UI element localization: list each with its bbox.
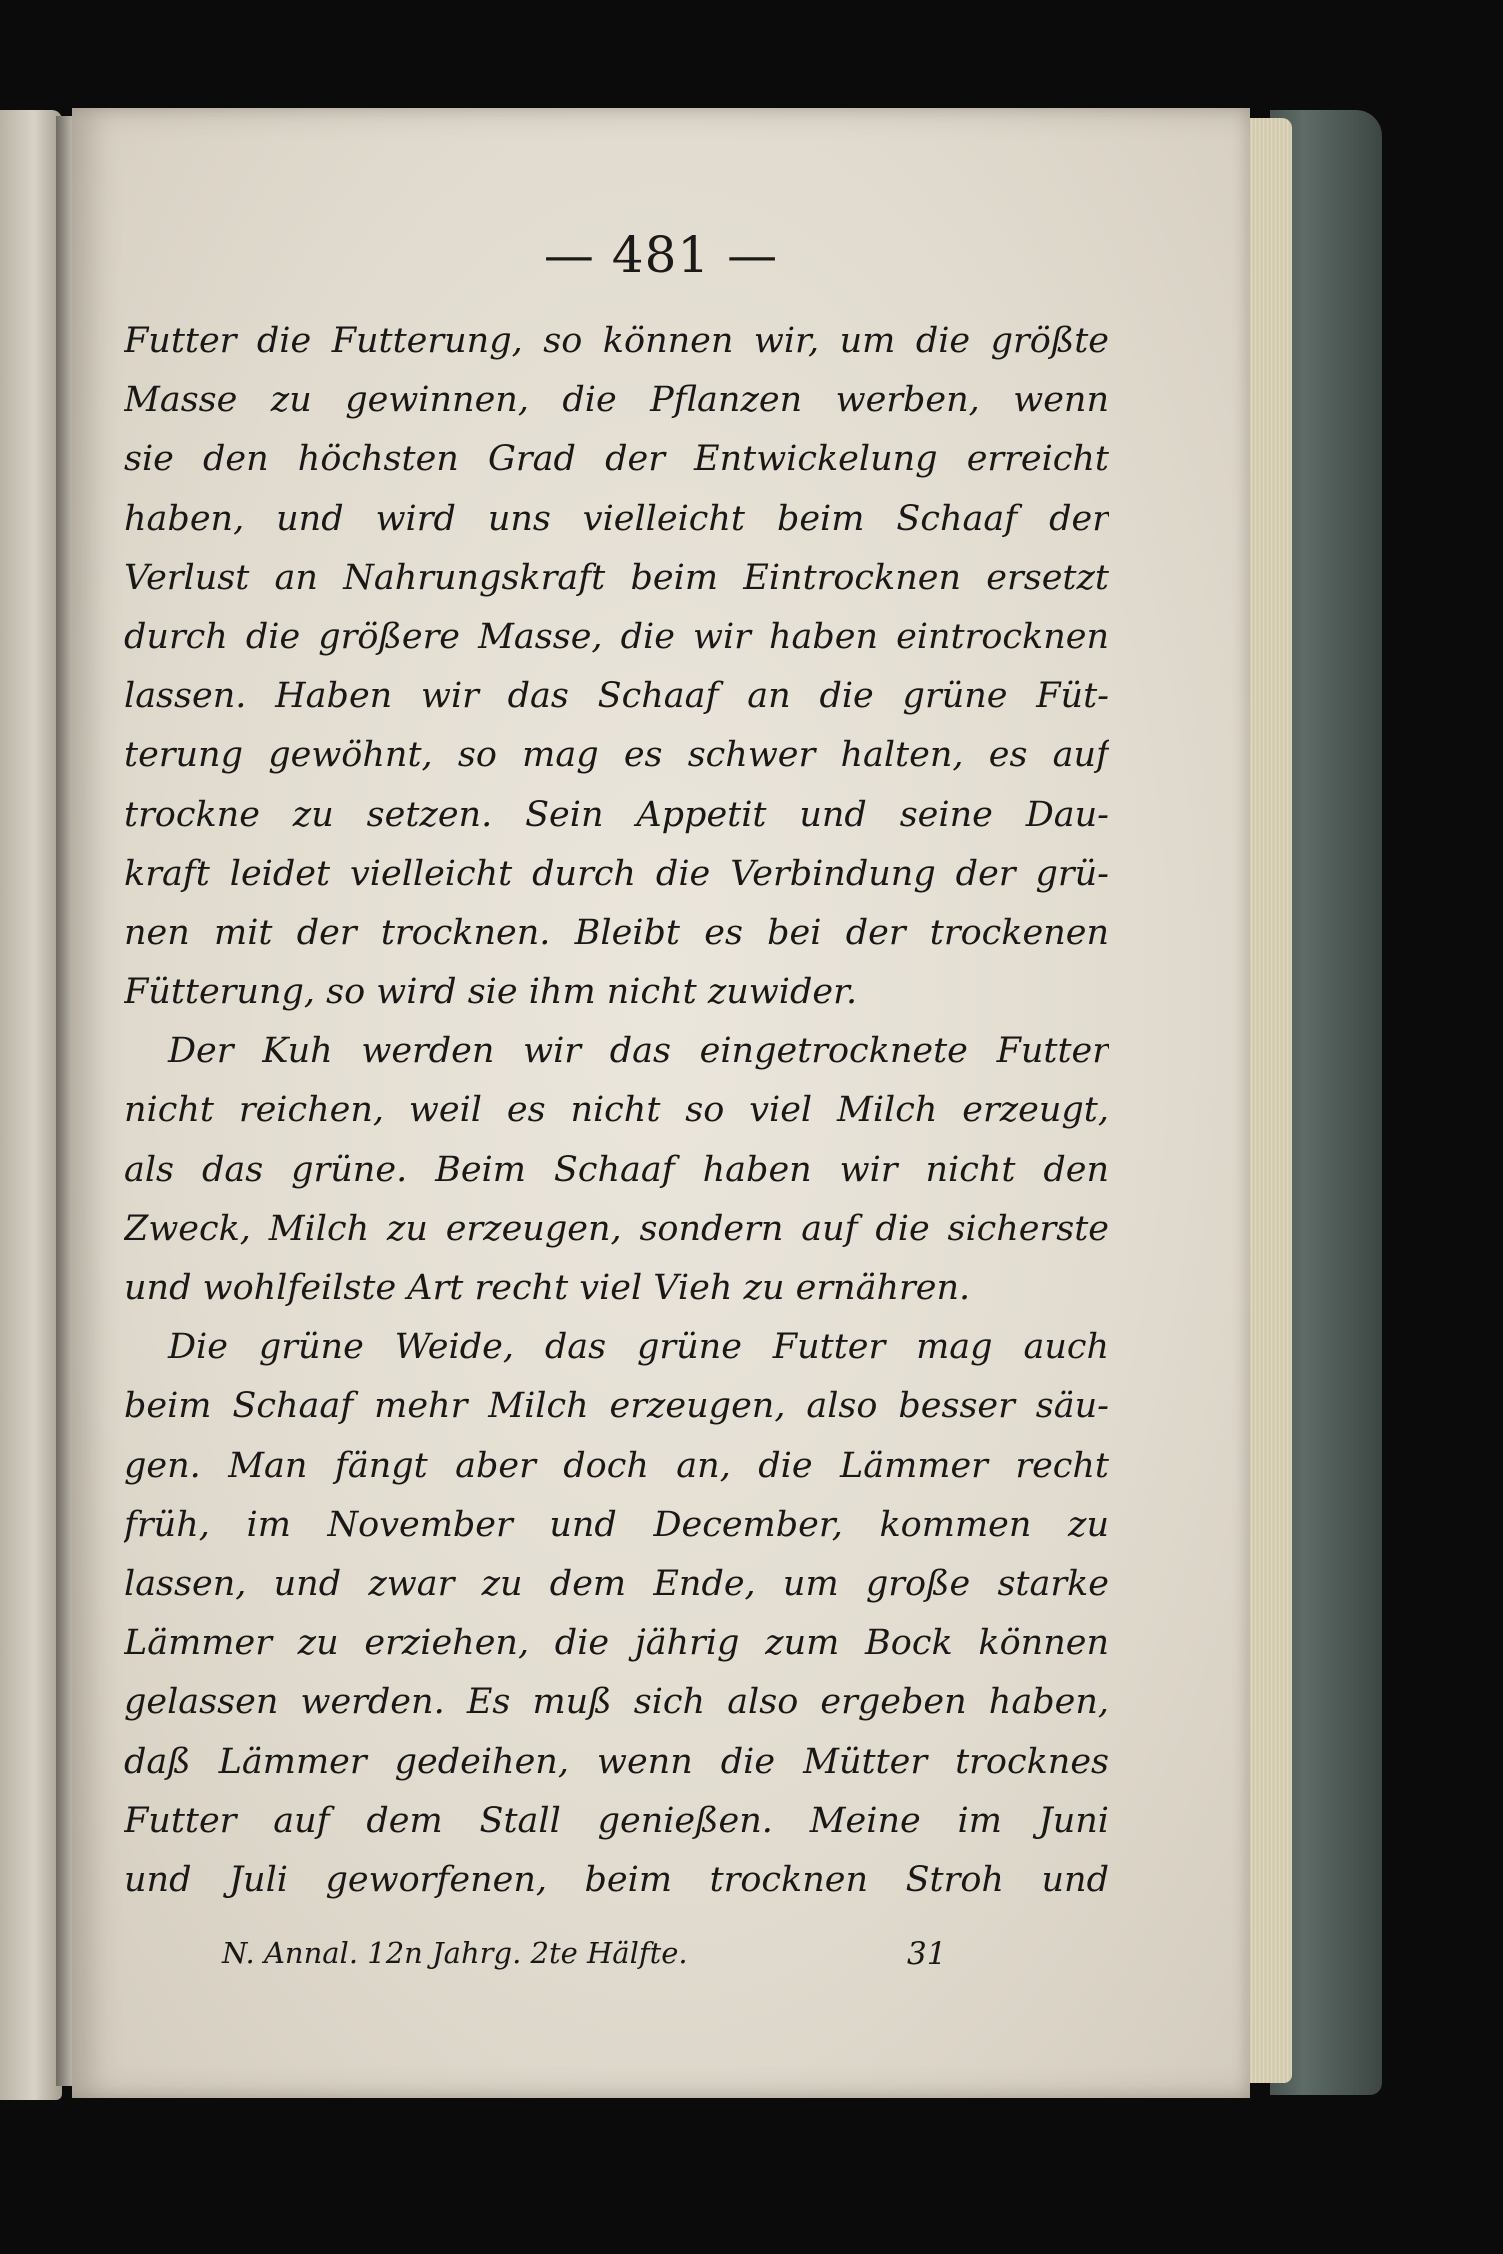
text-line: Die grüne Weide, das grüne Futter mag auch [168,1327,1109,1368]
text-line: gen. Man fängt aber doch an, die Lämmer recht [124,1445,1109,1486]
text-line: Verlust an Nahrungskraft beim Eintrocknen ersetzt [124,557,1109,598]
text-line: nen mit der trocknen. Bleibt es bei der trockenen [124,912,1109,953]
text-line: terung gewöhnt, so mag es schwer halten, es auf [124,735,1109,776]
text-line: lassen, und zwar zu dem Ende, um große starke [124,1563,1109,1604]
text-line: beim Schaaf mehr Milch erzeugen, also besser säu- [124,1386,1109,1427]
text-line: Futter die Futterung, so können wir, um die größte [124,321,1109,361]
text-line: durch die größere Masse, die wir haben eintrocknen [124,616,1109,657]
text-line: haben, und wird uns vielleicht beim Schaaf der [124,498,1109,539]
text-line: nicht reichen, weil es nicht so viel Milch erzeugt, [124,1090,1109,1131]
body-text [124,312,1109,1910]
book-page [72,108,1250,2098]
footer-signature: N. Annal. 12n Jahrg. 2te Hälfte. [222,1936,688,1970]
text-line: Masse zu gewinnen, die Pflanzen werben, wenn [124,380,1109,421]
text-line: trockne zu setzen. Sein Appetit und seine Dau- [124,794,1109,835]
text-line: lassen. Haben wir das Schaaf an die grüne Füt- [124,676,1109,717]
text-line: und wohlfeilste Art recht viel Vieh zu ernähren. [124,1268,971,1308]
text-line: Fütterung, so wird sie ihm nicht zuwider. [124,972,858,1013]
text-line: kraft leidet vielleicht durch die Verbindung der grü- [124,853,1109,894]
text-line: als das grüne. Beim Schaaf haben wir nicht den [124,1149,1109,1190]
page-number: — 481 — [543,226,779,284]
text-line: Zweck, Milch zu erzeugen, sondern auf die sicherste [124,1208,1109,1249]
text-line: sie den höchsten Grad der Entwickelung erreicht [124,439,1109,480]
text-line: Futter auf dem Stall genießen. Meine im Juni [124,1800,1109,1841]
page-footer [152,1936,972,1986]
text-line: früh, im November und December, kommen zu [124,1504,1109,1545]
text-line: und Juli geworfenen, beim trocknen Stroh und [124,1859,1109,1900]
text-line: gelassen werden. Es muß sich also ergeben haben, [124,1682,1109,1723]
text-line: daß Lämmer gedeihen, wenn die Mütter trocknes [124,1741,1109,1782]
text-line: Lämmer zu erziehen, die jährig zum Bock können [124,1623,1109,1664]
footer-signature-number: 31 [907,1936,947,1972]
text-line: Der Kuh werden wir das eingetrocknete Futter [168,1031,1109,1072]
facing-page-edge [0,110,62,2100]
